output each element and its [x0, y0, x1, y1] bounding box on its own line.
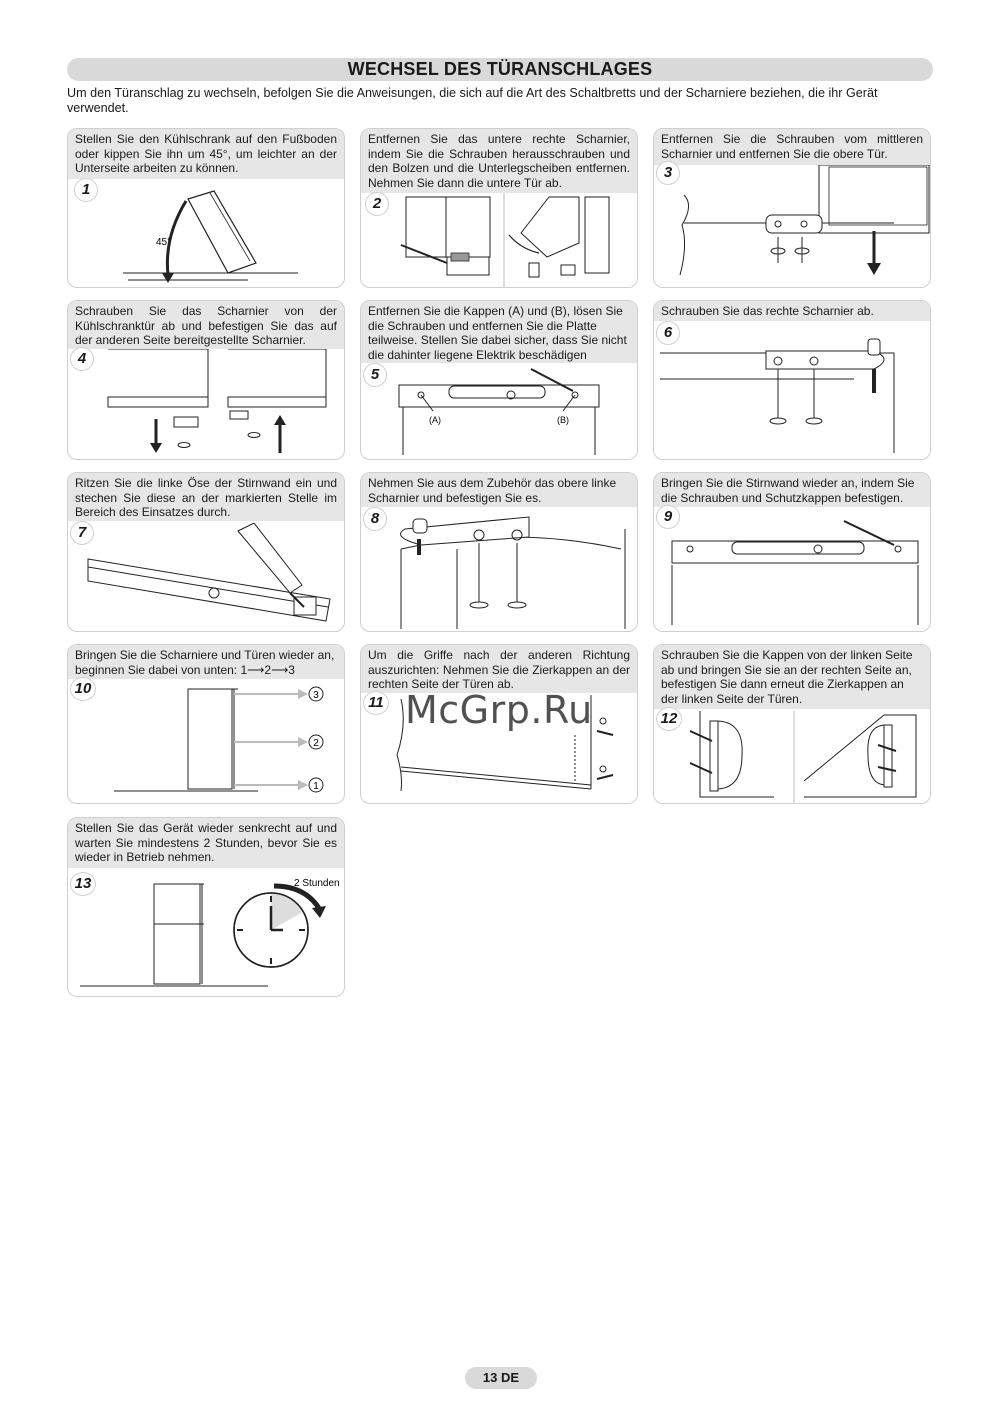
tilted-fridge-illustration — [68, 187, 345, 287]
step-text: Schrauben Sie das rechte Scharnier ab. — [654, 301, 930, 321]
step-text: Entfernen Sie die Schrauben vom mittleren Scharnier und entfernen Sie die obere Tür. — [654, 129, 930, 165]
step-card-4 — [67, 300, 345, 460]
step-number: 3 — [656, 161, 680, 185]
middle-hinge-illustration — [654, 165, 931, 288]
step-text-block — [68, 645, 344, 679]
step-number: 12 — [656, 707, 682, 731]
position-marker-1: 1 — [313, 781, 319, 792]
step-card-6 — [653, 300, 931, 460]
step-number: 10 — [70, 677, 96, 701]
watermark: McGrp.Ru — [405, 688, 593, 732]
handle-caps-swap-illustration — [654, 711, 931, 803]
intro-text: Um den Türanschlag zu wechseln, befolgen Sie die Anweisungen, die sich auf die Art des Schaltbretts und der Scharniere beziehen, die ihr Gerät verwendet. — [67, 86, 878, 115]
cap-a-label: (A) — [429, 415, 441, 425]
step-number: 11 — [363, 691, 389, 715]
step-text: Stellen Sie das Gerät wieder senkrecht auf und warten Sie mindestens 2 Stunden, bevor Sie es wieder in Betrieb nehmen. — [68, 818, 344, 868]
duration-label: 2 Stunden — [294, 878, 340, 889]
step-text: Entfernen Sie das untere rechte Scharnier, indem Sie die Schrauben herausschrauben und den Bolzen und die Unterlegscheiben entfernen. Nehmen Sie dann die untere Tür ab. — [361, 129, 637, 193]
step-text: Nehmen Sie aus dem Zubehör das obere linke Scharnier und befestigen Sie es. — [361, 473, 637, 507]
step-number: 13 — [70, 872, 96, 896]
front-panel-caps-illustration — [361, 365, 638, 460]
upper-left-hinge-illustration — [361, 509, 638, 631]
step-card-12 — [653, 644, 931, 804]
page-number: 13 DE — [465, 1367, 537, 1389]
step-number: 1 — [74, 178, 98, 202]
door-hinge-swap-illustration — [68, 349, 345, 459]
step-card-9 — [653, 472, 931, 632]
position-marker-2: 2 — [313, 738, 319, 749]
sequence-2: 2 — [264, 662, 272, 677]
arrow-right-icon: ⟶ — [271, 662, 289, 677]
step-text: Stellen Sie den Kühlschrank auf den Fußboden oder kippen Sie ihn um 45°, um leichter an der Unterseite arbeiten zu können. — [68, 129, 344, 179]
angle-label: 45° — [156, 237, 172, 248]
step-text: Bringen Sie die Stirnwand wieder an, indem Sie die Schrauben und Schutzkappen befestigen. — [654, 473, 930, 507]
step-number: 9 — [656, 505, 680, 529]
step-card-2 — [360, 128, 638, 288]
step-text: Schrauben Sie die Kappen von der linken Seite ab und bringen Sie sie an der rechten Seite an, befestigen Sie dann erneut die Zierkappen an der linken Seite der Türen. — [654, 645, 930, 709]
cut-panel-illustration — [68, 523, 345, 632]
step-card-8 — [360, 472, 638, 632]
step-number: 5 — [363, 363, 387, 387]
step-text: Entfernen Sie die Kappen (A) und (B), lösen Sie die Schrauben und entfernen Sie die Platte teilweise. Stellen Sie dabei sicher, dass Sie nicht die dahinter liegene Elektrik beschädigen — [361, 301, 637, 363]
cap-b-label: (B) — [557, 415, 569, 425]
refit-front-panel-illustration — [654, 509, 931, 631]
lower-hinge-illustration — [361, 193, 638, 288]
step-card-10 — [67, 644, 345, 804]
reassembly-order-illustration — [68, 681, 345, 803]
step-number: 2 — [365, 192, 389, 216]
sequence-3: 3 — [288, 662, 295, 677]
step-number: 6 — [656, 321, 680, 345]
page-title: WECHSEL DES TÜRANSCHLAGES — [347, 59, 653, 79]
right-hinge-illustration — [654, 323, 931, 459]
step-card-3 — [653, 128, 931, 288]
step-number: 7 — [70, 521, 94, 545]
title-bar — [67, 58, 933, 81]
wait-two-hours-illustration — [68, 870, 345, 996]
arrow-right-icon: ⟶ — [247, 662, 265, 677]
position-marker-3: 3 — [313, 690, 319, 701]
step-card-7 — [67, 472, 345, 632]
step-number: 8 — [363, 507, 387, 531]
step-card-5 — [360, 300, 638, 460]
step-text: Ritzen Sie die linke Öse der Stirnwand ein und stechen Sie diese an der markierten Stelle im Bereich des Einsatzes durch. — [68, 473, 344, 521]
step-number: 4 — [70, 347, 94, 371]
step-text: Bringen Sie die Scharniere und Türen wieder an, beginnen Sie dabei von unten: — [75, 648, 335, 677]
step-card-13 — [67, 817, 345, 997]
step-card-1 — [67, 128, 345, 288]
sequence-1: 1 — [240, 662, 248, 677]
step-text: Schrauben Sie das Scharnier von der Kühlschranktür ab und befestigen Sie das auf der anderen Seite bereitgestellte Scharnier. — [68, 301, 344, 349]
step-text: Um die Griffe nach der anderen Richtung auszurichten: Nehmen Sie die Zierkappen an der rechten Seite der Türen ab. — [361, 645, 637, 693]
